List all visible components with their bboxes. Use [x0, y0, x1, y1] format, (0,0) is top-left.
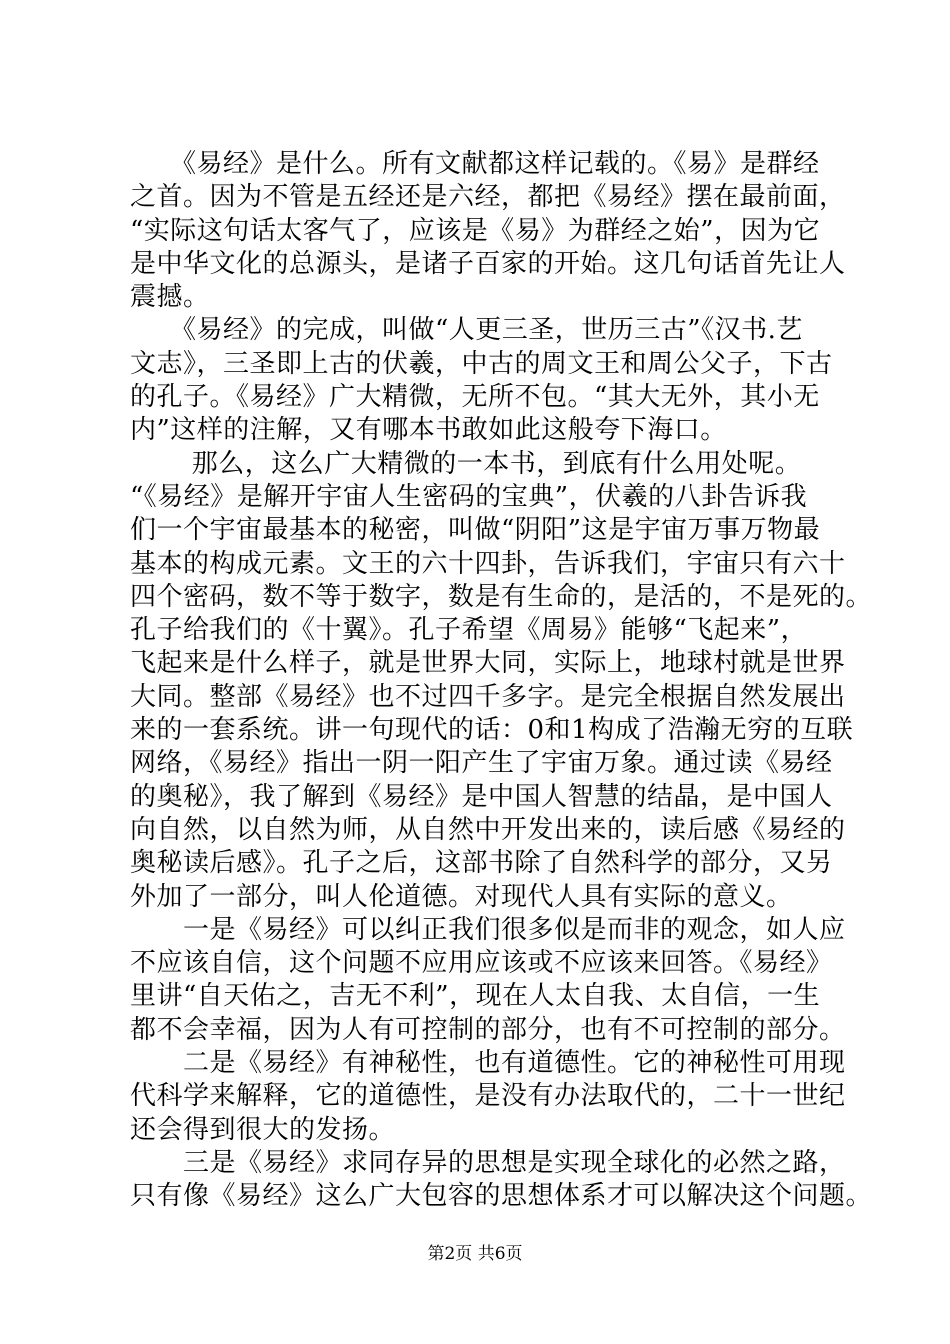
text-line: 外加了一部分，叫人伦道德。对现代人具有实际的意义。: [130, 881, 793, 912]
text-line: 不应该自信，这个问题不应用应该或不应该来回答。《易经》: [130, 948, 833, 979]
text-line: 飞起来是什么样子，就是世界大同，实际上，地球村就是世界: [130, 648, 846, 679]
text-line: 的奥秘》，我了解到《易经》是中国人智慧的结晶，是中国人: [130, 781, 833, 812]
text-line: 还会得到很大的发扬。: [130, 1114, 396, 1145]
text-line: 里讲“自天佑之，吉无不利”，现在人太自我、太自信，一生: [130, 981, 821, 1012]
text-line: 四个密码，数不等于数字，数是有生命的，是活的，不是死的。: [130, 581, 873, 612]
body-text: [130, 148, 873, 1214]
text-line: 的孔子。《易经》广大精微，无所不包。“其大无外，其小无: [130, 382, 820, 413]
text-line: 一是《易经》可以纠正我们很多似是而非的观念，如人应: [130, 914, 846, 945]
text-line: 来的一套系统。讲一句现代的话：0和1构成了浩瀚无穷的互联: [130, 715, 854, 746]
text-line: 代科学来解释，它的道德性，是没有办法取代的，二十一世纪: [130, 1081, 846, 1112]
text-line: 三是《易经》求同存异的思想是实现全球化的必然之路，: [130, 1147, 846, 1178]
text-line: 奥秘读后感》。孔子之后，这部书除了自然科学的部分，又另: [130, 848, 833, 879]
text-line: 内”这样的注解，又有哪本书敢如此这般夸下海口。: [130, 415, 727, 446]
text-line: “《易经》是解开宇宙人生密码的宝典”，伏羲的八卦告诉我: [130, 481, 808, 512]
text-line: 那么，这么广大精微的一本书，到底有什么用处呢。: [130, 448, 802, 479]
text-line: 们一个宇宙最基本的秘密，叫做“阴阳”这是宇宙万事万物最: [130, 515, 821, 546]
text-line: “实际这句话太客气了，应该是《易》为群经之始”，因为它: [130, 215, 821, 246]
page-number-footer: 第2页 共6页: [427, 1244, 523, 1264]
text-line: 都不会幸福，因为人有可控制的部分，也有不可控制的部分。: [130, 1014, 846, 1045]
text-line: 孔子给我们的《十翼》。孔子希望《周易》能够“飞起来”，: [130, 615, 808, 646]
text-line: 网络，《易经》指出一阴一阳产生了宇宙万象。通过读《易经: [130, 748, 833, 779]
text-line: 基本的构成元素。文王的六十四卦，告诉我们，宇宙只有六十: [130, 548, 846, 579]
text-line: 《易经》的完成，叫做“人更三圣，世历三古”《汉书.艺: [130, 315, 803, 346]
text-line: 震撼。: [130, 282, 210, 313]
text-line: 《易经》是什么。所有文献都这样记载的。《易》是群经: [130, 149, 820, 179]
text-line: 二是《易经》有神秘性，也有道德性。它的神秘性可用现: [130, 1048, 846, 1079]
text-line: 向自然，以自然为师，从自然中开发出来的，读后感《易经的: [130, 814, 846, 845]
text-line: 是中华文化的总源头，是诸子百家的开始。这几句话首先让人: [130, 248, 846, 279]
text-line: 文志》，三圣即上古的伏羲，中古的周文王和周公父子，下古: [130, 348, 833, 379]
text-line: 只有像《易经》这么广大包容的思想体系才可以解决这个问题。: [130, 1181, 873, 1212]
text-line: 之首。因为不管是五经还是六经，都把《易经》摆在最前面，: [130, 182, 846, 213]
text-line: 大同。整部《易经》也不过四千多字。是完全根据自然发展出: [130, 681, 846, 712]
